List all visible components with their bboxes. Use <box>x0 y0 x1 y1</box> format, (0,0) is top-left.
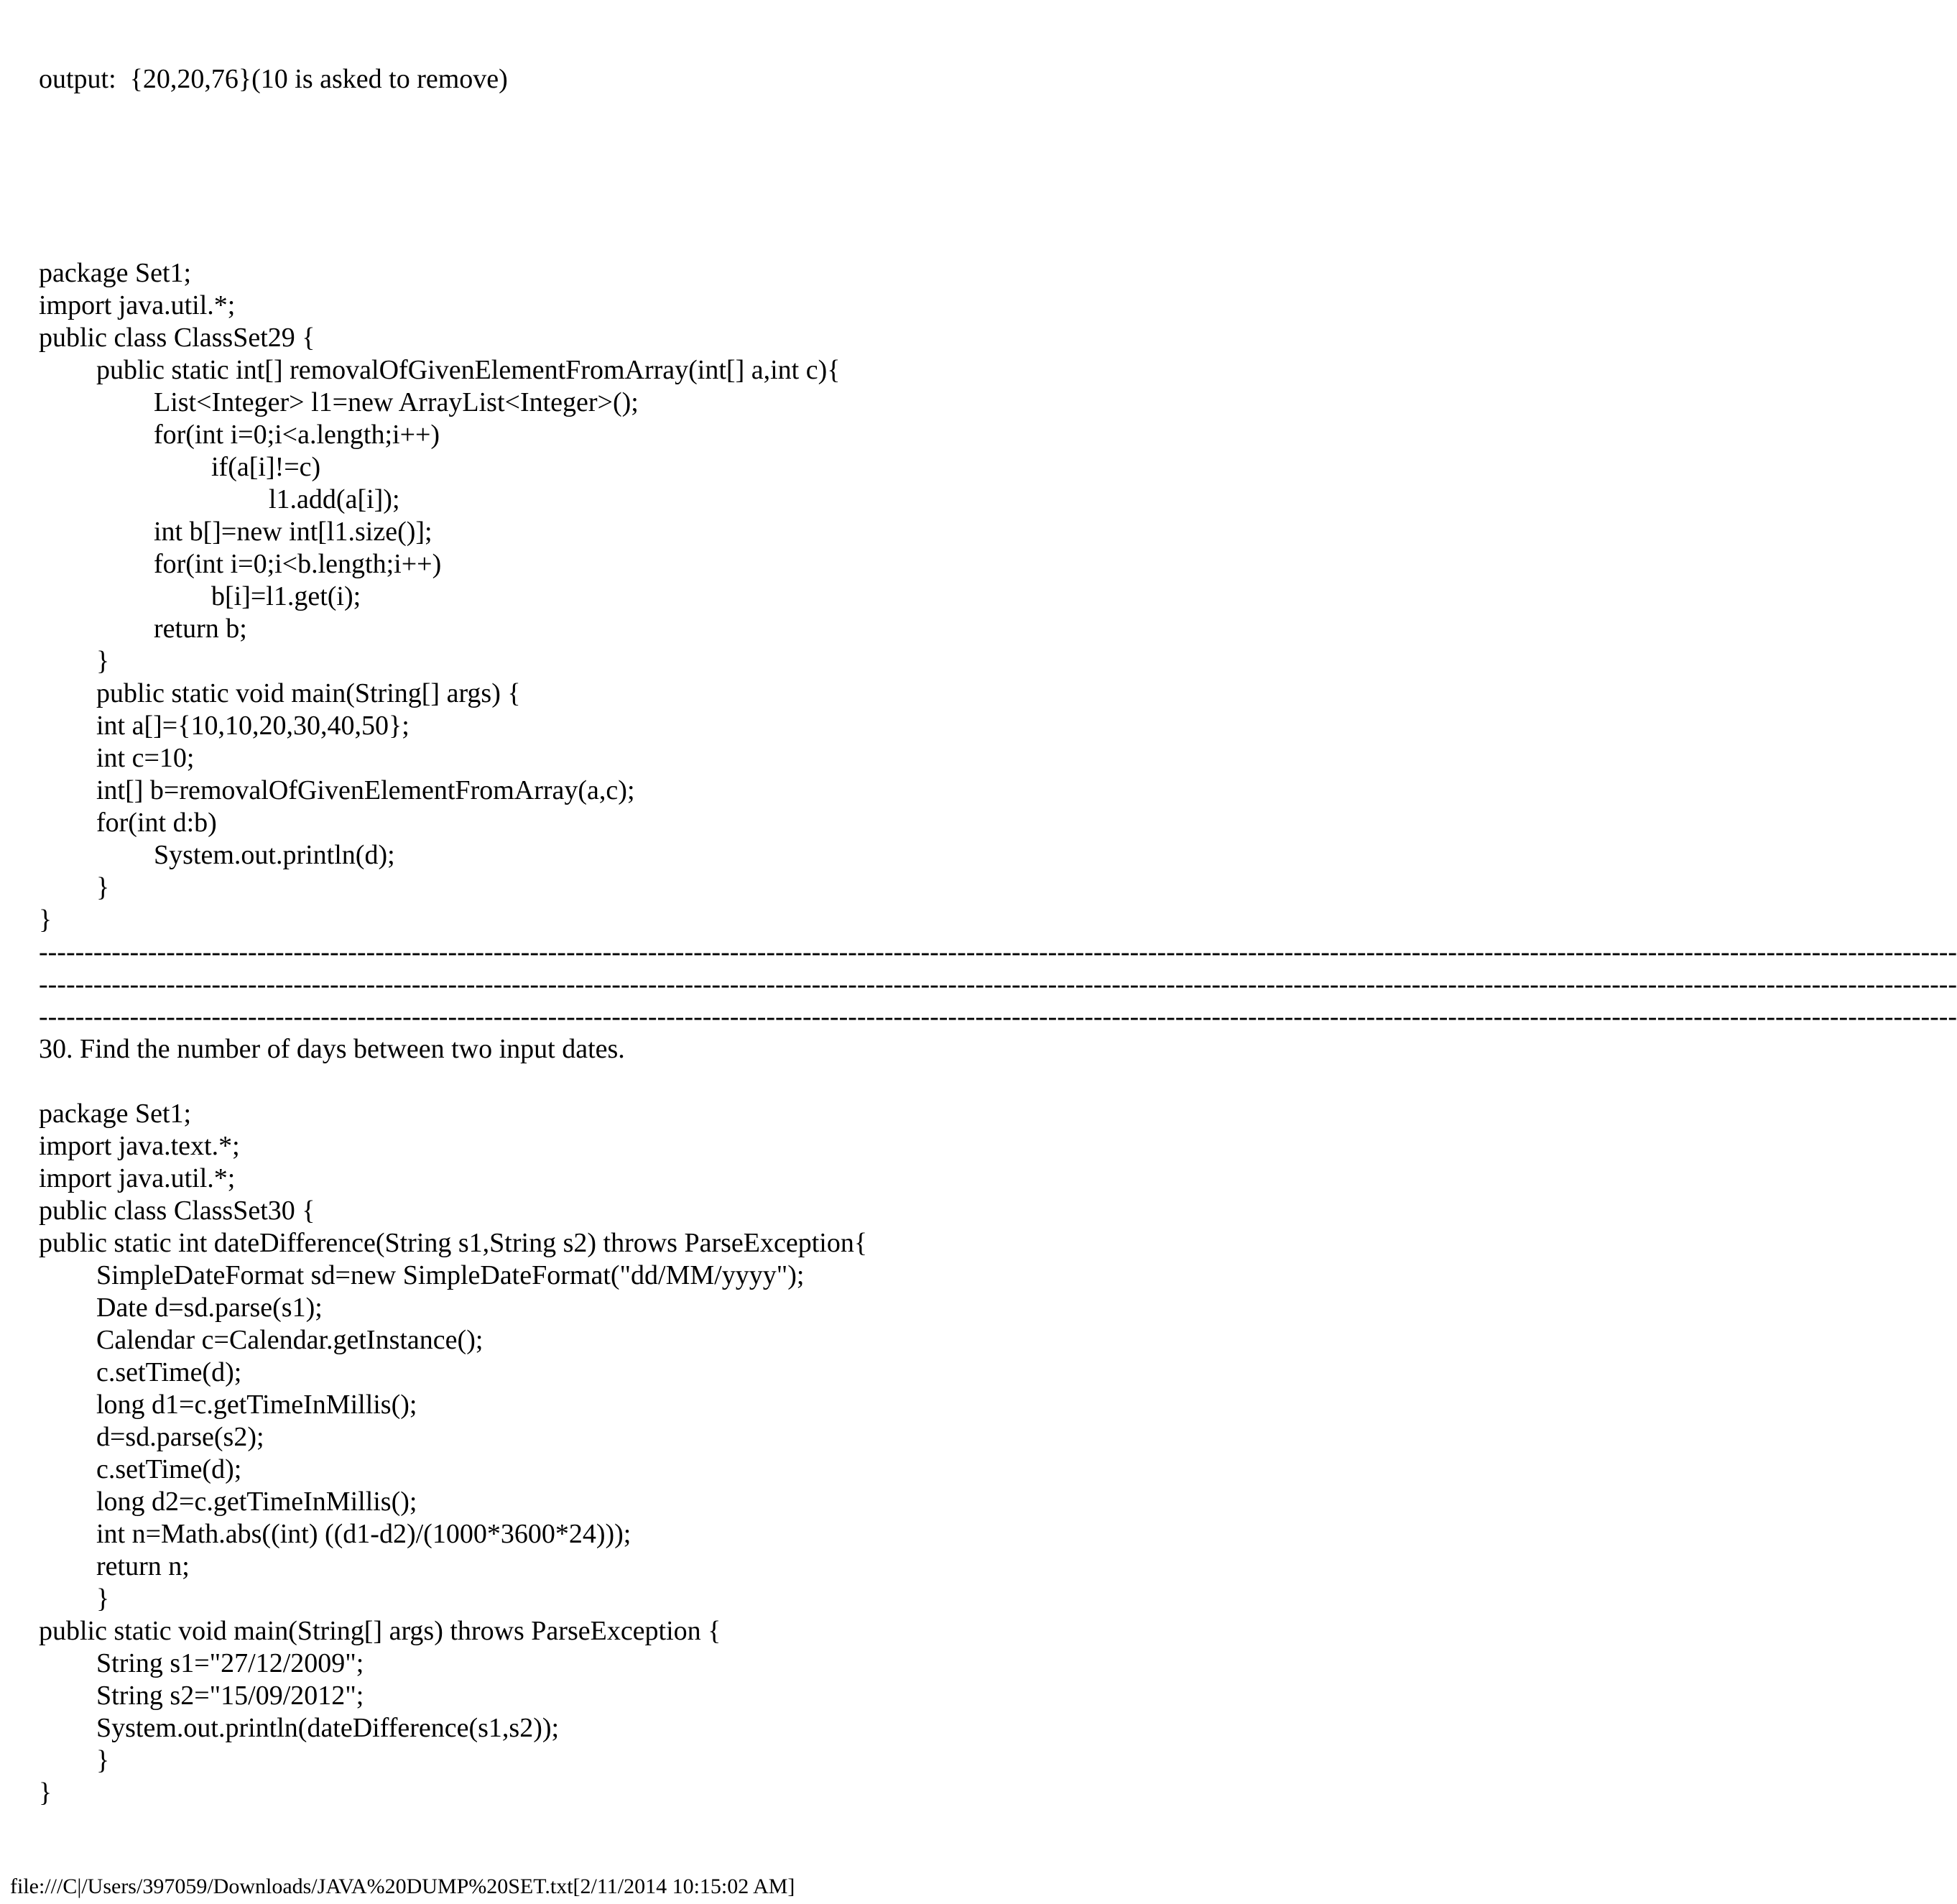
code-line: Date d=sd.parse(s1); <box>96 1293 323 1323</box>
code-line: c.setTime(d); <box>96 1454 242 1484</box>
code-line: for(int i=0;i<b.length;i++) <box>154 549 442 579</box>
code-line: return n; <box>96 1551 190 1581</box>
code-line: b[i]=l1.get(i); <box>211 581 361 611</box>
code-line: public class ClassSet29 { <box>39 323 315 353</box>
separator-line: ------------------------------------------------------------------------------------------------------------------------------------------------------------------------------------------------------------------- <box>39 969 1957 999</box>
code-line: List<Integer> l1=new ArrayList<Integer>(); <box>154 387 639 417</box>
code-line: } <box>96 646 110 676</box>
code-line: String s2="15/09/2012"; <box>96 1681 364 1711</box>
code-line: } <box>96 1584 110 1614</box>
output-note: output: {20,20,76}(10 is asked to remove) <box>39 64 508 94</box>
code-line: package Set1; <box>39 258 192 288</box>
code-line: int a[]={10,10,20,30,40,50}; <box>96 711 410 741</box>
code-line: for(int i=0;i<a.length;i++) <box>154 420 440 450</box>
code-line: System.out.println(d); <box>154 840 395 870</box>
code-line: String s1="27/12/2009"; <box>96 1648 364 1678</box>
code-line: public class ClassSet30 { <box>39 1196 315 1226</box>
code-line: int b[]=new int[l1.size()]; <box>154 517 432 547</box>
code-line: } <box>39 905 52 935</box>
code-line: } <box>96 872 110 902</box>
code-line: package Set1; <box>39 1099 192 1129</box>
code-line: int c=10; <box>96 743 195 773</box>
code-line: d=sd.parse(s2); <box>96 1422 264 1452</box>
code-line: public static int[] removalOfGivenElementFromArray(int[] a,int c){ <box>96 355 841 385</box>
code-line: return b; <box>154 614 247 644</box>
code-line: SimpleDateFormat sd=new SimpleDateFormat("dd/MM/yyyy"); <box>96 1260 805 1290</box>
separator-line: ------------------------------------------------------------------------------------------------------------------------------------------------------------------------------------------------------------------- <box>39 1002 1957 1032</box>
code-line: public static int dateDifference(String s1,String s2) throws ParseException{ <box>39 1228 868 1258</box>
separator-line: ------------------------------------------------------------------------------------------------------------------------------------------------------------------------------------------------------------------- <box>39 937 1957 967</box>
code-line: } <box>96 1745 110 1775</box>
code-line: import java.text.*; <box>39 1131 240 1161</box>
code-line: l1.add(a[i]); <box>269 484 400 514</box>
code-line: long d1=c.getTimeInMillis(); <box>96 1390 417 1420</box>
code-line: long d2=c.getTimeInMillis(); <box>96 1487 417 1517</box>
code-line: System.out.println(dateDifference(s1,s2)); <box>96 1713 560 1743</box>
code-line: public static void main(String[] args) throws ParseException { <box>39 1616 721 1646</box>
problem-heading: 30. Find the number of days between two input dates. <box>39 1034 625 1064</box>
file-path-footer: file:///C|/Users/397059/Downloads/JAVA%20DUMP%20SET.txt[2/11/2014 10:15:02 AM] <box>10 1875 795 1898</box>
code-line: } <box>39 1778 52 1808</box>
code-line: int[] b=removalOfGivenElementFromArray(a,c); <box>96 775 635 805</box>
code-line: for(int d:b) <box>96 808 217 838</box>
code-line: int n=Math.abs((int) ((d1-d2)/(1000*3600*24))); <box>96 1519 631 1549</box>
code-line: if(a[i]!=c) <box>211 452 321 482</box>
code-line: import java.util.*; <box>39 290 236 320</box>
code-line: c.setTime(d); <box>96 1357 242 1387</box>
code-line: import java.util.*; <box>39 1163 236 1193</box>
code-line: public static void main(String[] args) { <box>96 678 521 708</box>
code-line: Calendar c=Calendar.getInstance(); <box>96 1325 484 1355</box>
